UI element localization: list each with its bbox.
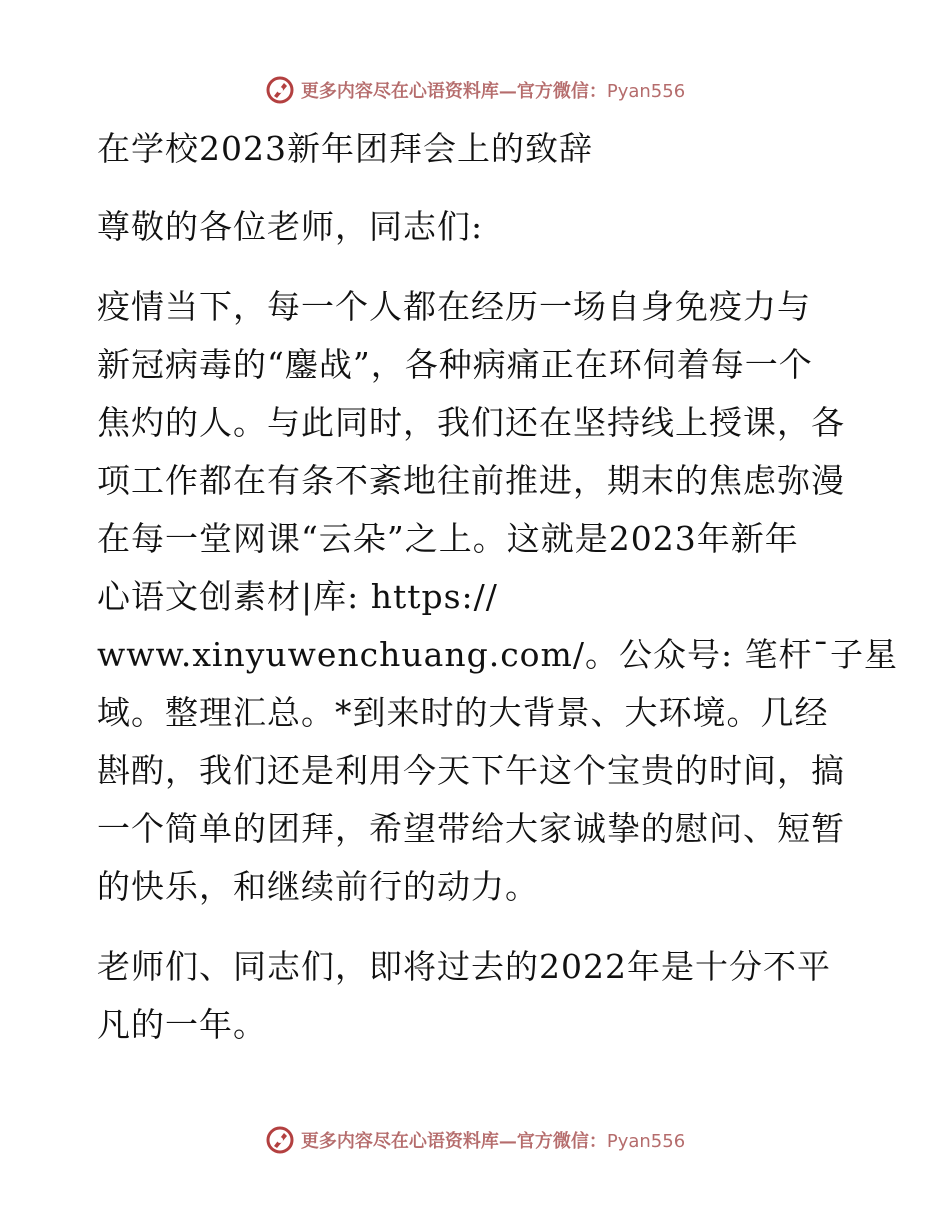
paragraph-line: www.xinyuwenchuang.com/。公众号: 笔杆¯子星 (97, 635, 899, 674)
banner-caption: 更多内容尽在心语资料库—官方微信： (300, 1131, 607, 1152)
document-greeting: 尊敬的各位老师，同志们: (97, 207, 484, 246)
paragraph-line: 焦灼的人。与此同时，我们还在坚持线上授课，各 (97, 403, 845, 442)
paragraph-line: 老师们、同志们，即将过去的2022年是十分不平 (97, 947, 831, 986)
document-body (97, 120, 899, 1054)
footer-watermark-banner (0, 1120, 950, 1160)
paragraph-line: 一个简单的团拜，希望带给大家诚挚的慰问、短暂 (97, 809, 845, 848)
paragraph-line: 的快乐，和继续前行的动力。 (97, 867, 539, 906)
brand-logo-icon (265, 1125, 295, 1155)
paragraph-line: 域。整理汇总。*到来时的大背景、大环境。几经 (97, 693, 829, 732)
paragraph-line: 斟酌，我们还是利用今天下午这个宝贵的时间，搞 (97, 751, 845, 790)
document-title: 在学校2023新年团拜会上的致辞 (97, 129, 593, 168)
paragraph-line: 项工作都在有条不紊地往前推进，期末的焦虑弥漫 (97, 461, 845, 500)
banner-text (301, 1127, 685, 1153)
paragraph-line: 在每一堂网课“云朵”之上。这就是2023年新年 (97, 519, 799, 558)
paragraph-line: 新冠病毒的“鏖战”，各种病痛正在环伺着每一个 (97, 345, 813, 384)
paragraph-line: 疫情当下，每一个人都在经历一场自身免疫力与 (97, 287, 811, 326)
paragraph-line: 凡的一年。 (97, 1005, 267, 1044)
paragraph-1 (97, 278, 899, 916)
paragraph-line: 心语文创素材|库: https:// (97, 577, 498, 616)
brand-logo-icon (265, 75, 295, 105)
header-watermark-banner (0, 70, 950, 110)
banner-text (301, 77, 685, 103)
paragraph-2 (97, 938, 857, 1054)
banner-wechat-id: Pyan556 (606, 81, 686, 102)
banner-wechat-id: Pyan556 (606, 1131, 686, 1152)
banner-caption: 更多内容尽在心语资料库—官方微信： (300, 81, 607, 102)
